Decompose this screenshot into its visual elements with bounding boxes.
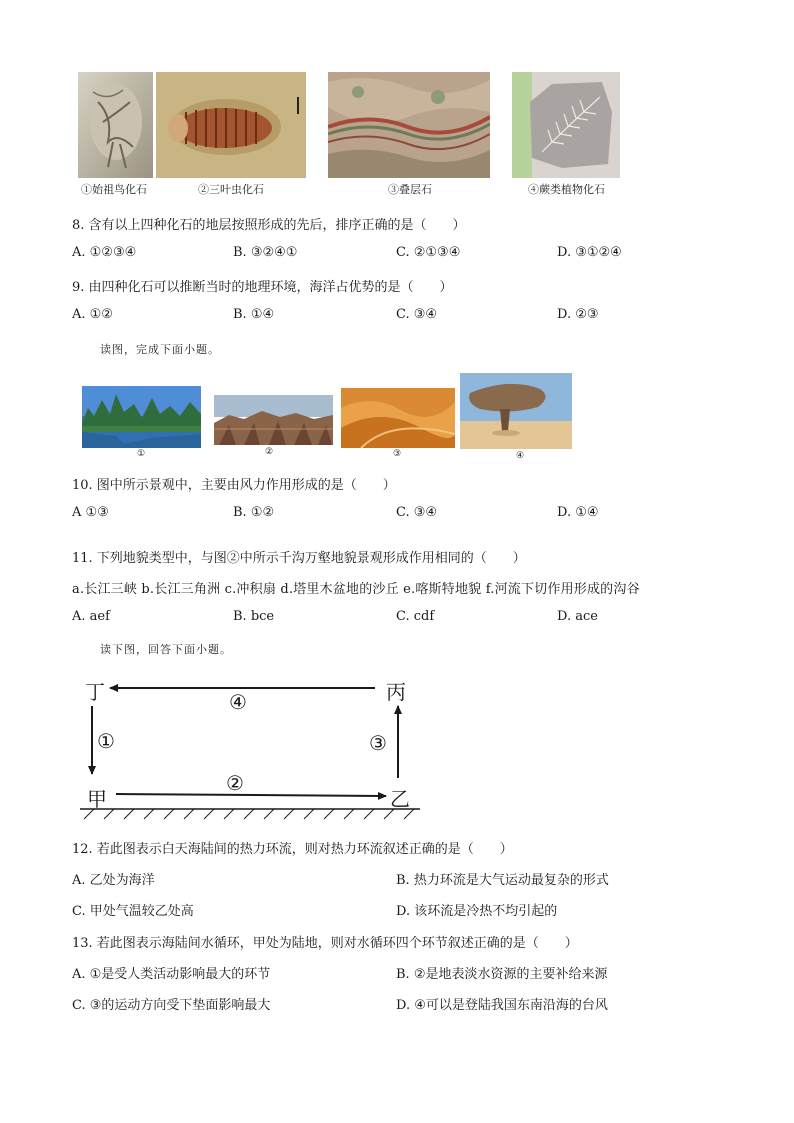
question-12-option-d[interactable]: D. 该环流是冷热不均引起的 — [396, 904, 558, 919]
landscape-photo-loess-gullies — [214, 395, 333, 445]
question-9-option-c[interactable]: C. ③④ — [396, 307, 438, 322]
fossil-caption-4: ④蕨类植物化石 — [528, 183, 605, 196]
question-11-option-a[interactable]: A. aef — [72, 609, 110, 624]
question-9-option-d[interactable]: D. ②③ — [557, 307, 599, 322]
ground-hatching — [84, 809, 414, 819]
question-10-option-a[interactable]: A ①③ — [72, 505, 109, 520]
diagram-label-bing: 丙 — [386, 680, 406, 704]
question-13-stem: 13. 若此图表示海陆间水循环，甲处为陆地，则对水循环四个环节叙述正确的是（ ） — [72, 936, 578, 951]
landscape-label-4: ④ — [516, 451, 525, 461]
arrow-label-2: ② — [226, 771, 244, 795]
question-11-option-d[interactable]: D. ace — [557, 609, 598, 624]
question-10-option-b[interactable]: B. ①② — [233, 505, 275, 520]
question-13-option-c[interactable]: C. ③的运动方向受下垫面影响最大 — [72, 998, 271, 1013]
question-13-option-a[interactable]: A. ①是受人类活动影响最大的环节 — [72, 967, 271, 982]
arrow-2 — [116, 794, 386, 796]
question-8-stem: 8. 含有以上四种化石的地层按照形成的先后，排序正确的是（ ） — [72, 218, 466, 233]
landscape-label-3: ③ — [393, 449, 402, 459]
fossil-caption-3: ③叠层石 — [388, 183, 432, 196]
question-11-option-b[interactable]: B. bce — [233, 609, 275, 624]
question-12-option-a[interactable]: A. 乙处为海洋 — [72, 873, 155, 888]
landscape-photo-mushroom-rock — [460, 373, 572, 449]
question-12-stem: 12. 若此图表示白天海陆间的热力环流，则对热力环流叙述正确的是（ ） — [72, 842, 513, 857]
question-11-choices: a.长江三峡 b.长江三角洲 c.冲积扇 d.塔里木盆地的沙丘 e.喀斯特地貌 f.河流下切作用形成的沟谷 — [72, 582, 640, 597]
landscape-photo-sand-dunes — [341, 388, 455, 448]
intro-read-figure: 读图，完成下面小题。 — [100, 343, 220, 356]
fossil-photo-fern — [512, 72, 620, 178]
landscape-photo-karst — [82, 386, 201, 448]
question-8-option-b[interactable]: B. ③②④① — [233, 245, 298, 260]
question-12-option-c[interactable]: C. 甲处气温较乙处高 — [72, 904, 194, 919]
fossil-caption-1: ①始祖鸟化石 — [81, 183, 147, 196]
question-11-stem: 11. 下列地貌类型中，与图②中所示千沟万壑地貌景观形成作用相同的（ ） — [72, 551, 526, 566]
question-11-option-c[interactable]: C. cdf — [396, 609, 435, 624]
question-10-stem: 10. 图中所示景观中，主要由风力作用形成的是（ ） — [72, 478, 396, 493]
question-9-option-b[interactable]: B. ①④ — [233, 307, 275, 322]
fossil-photo-archaeopteryx — [78, 72, 153, 178]
question-10-option-d[interactable]: D. ①④ — [557, 505, 599, 520]
fossil-caption-2: ②三叶虫化石 — [198, 183, 264, 196]
question-8-option-c[interactable]: C. ②①③④ — [396, 245, 461, 260]
question-10-option-c[interactable]: C. ③④ — [396, 505, 438, 520]
question-8-option-d[interactable]: D. ③①②④ — [557, 245, 622, 260]
arrow-label-3: ③ — [369, 731, 387, 755]
diagram-label-ding: 丁 — [85, 680, 105, 704]
question-13-option-d[interactable]: D. ④可以是登陆我国东南沿海的台风 — [396, 998, 608, 1013]
landscape-label-2: ② — [265, 447, 274, 457]
question-9-option-a[interactable]: A. ①② — [72, 307, 113, 322]
fossil-photo-trilobite — [156, 72, 306, 178]
arrow-label-4: ④ — [229, 690, 247, 714]
landscape-label-1: ① — [137, 449, 146, 459]
arrow-label-1: ① — [97, 729, 115, 753]
diagram-label-jia: 甲 — [87, 787, 107, 811]
question-13-option-b[interactable]: B. ②是地表淡水资源的主要补给来源 — [396, 967, 608, 982]
fossil-photo-stromatolite — [328, 72, 490, 178]
intro-read-diagram: 读下图，回答下面小题。 — [100, 643, 232, 656]
question-9-stem: 9. 由四种化石可以推断当时的地理环境，海洋占优势的是（ ） — [72, 280, 453, 295]
question-8-option-a[interactable]: A. ①②③④ — [72, 245, 137, 260]
question-12-option-b[interactable]: B. 热力环流是大气运动最复杂的形式 — [396, 873, 609, 888]
diagram-label-yi: 乙 — [390, 787, 410, 811]
